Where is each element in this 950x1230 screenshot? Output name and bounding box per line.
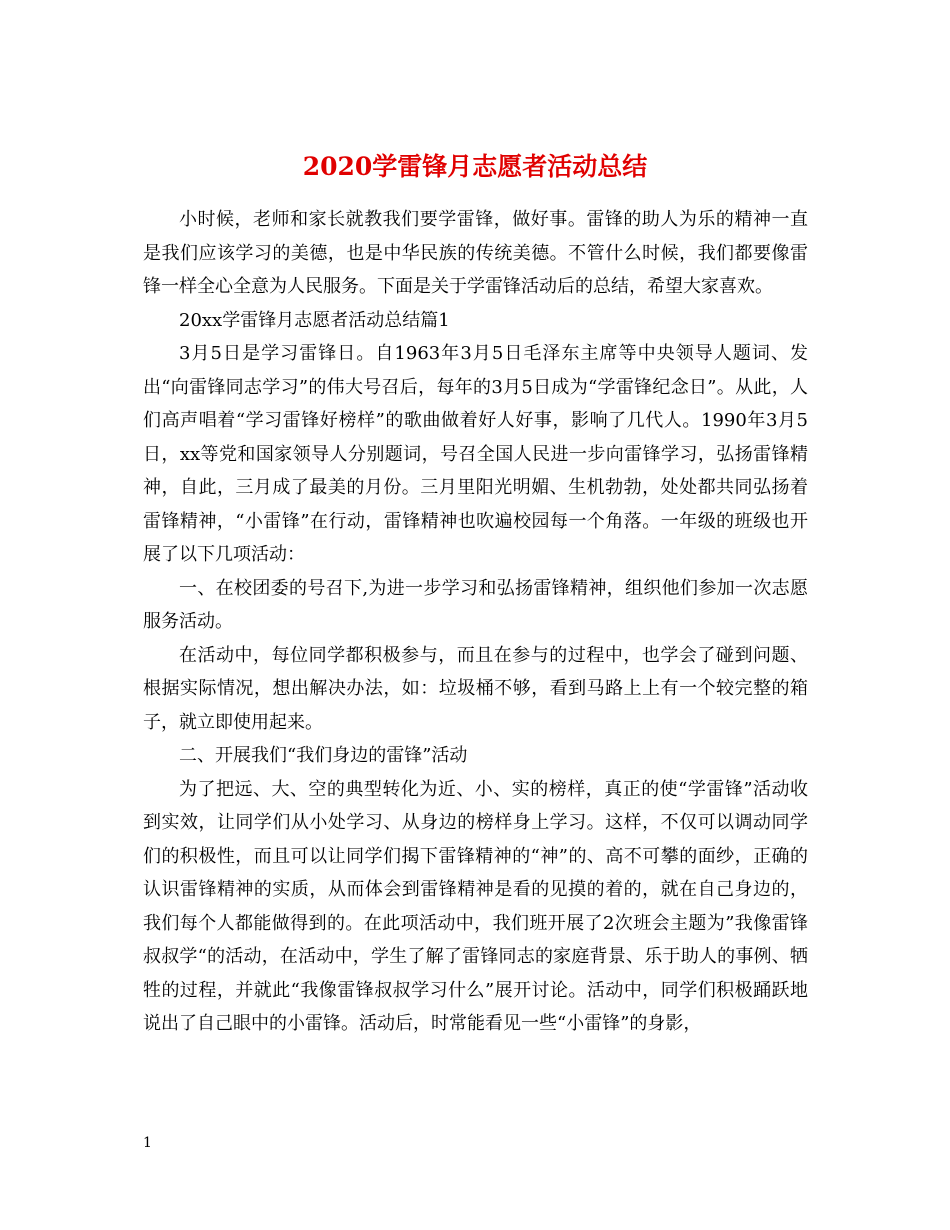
paragraph-activity-two: 二、开展我们“我们身边的雷锋”活动 xyxy=(179,745,468,766)
paragraph-activity-one: 一、在校团委的号召下,为进一步学习和弘扬雷锋精神，组织他们参加一次志愿服务活动。 xyxy=(143,577,808,632)
page-number: 1 xyxy=(143,1135,152,1151)
paragraph-role-models: 为了把远、大、空的典型转化为近、小、实的榜样，真正的使“学雷锋”活动收到实效，让同学们从小处学习、从身边的榜样身上学习。这样，不仅可以调动同学们的积极性，而且可以让同学们揭下雷锋精神的“神”的、高不可攀的面纱，正确的认识雷锋精神的实质，从而体会到雷锋精神是看的见摸的着的，就在自己身边的，我们每个人都能做得到的。在此项活动中，我们班开展了2次班会主题为”我像雷锋叔叔学“的活动，在活动中，学生了解了雷锋同志的家庭背景、乐于助人的事例、牺牲的过程，并就此“我像雷锋叔叔学习什么”展开讨论。活动中，同学们积极踊跃地说出了自己眼中的小雷锋。活动后，时常能看见一些“小雷锋”的身影， xyxy=(143,778,808,1034)
document-title: 2020学雷锋月志愿者活动总结 xyxy=(302,151,648,181)
document-body xyxy=(143,203,808,1041)
paragraph-leifeng-day: 3月5日是学习雷锋日。自1963年3月5日毛泽东主席等中央领导人题词、发出“向雷锋同志学习”的伟大号召后，每年的3月5日成为“学雷锋纪念日”。从此，人们高声唱着“学习雷锋好榜样”的歌曲做着好人好事，影响了几代人。1990年3月5日，xx等党和国家领导人分别题词，号召全国人民进一步向雷锋学习，弘扬雷锋精神，自此，三月成了最美的月份。三月里阳光明媚、生机勃勃，处处都共同弘扬着雷锋精神，“小雷锋”在行动，雷锋精神也吹遍校园每一个角落。一年级的班级也开展了以下几项活动： xyxy=(143,343,808,565)
paragraph-heading-part1: 20xx学雷锋月志愿者活动总结篇1 xyxy=(179,309,450,331)
paragraph-intro: 小时候，老师和家长就教我们要学雷锋，做好事。雷锋的助人为乐的精神一直是我们应该学习的美德，也是中华民族的传统美德。不管什么时候，我们都要像雷锋一样全心全意为人民服务。下面是关于学雷锋活动后的总结，希望大家喜欢。 xyxy=(143,209,808,297)
paragraph-activity-participation: 在活动中，每位同学都积极参与，而且在参与的过程中，也学会了碰到问题、根据实际情况，想出解决办法，如：垃圾桶不够，看到马路上上有一个较完整的箱子，就立即使用起来。 xyxy=(143,644,808,733)
